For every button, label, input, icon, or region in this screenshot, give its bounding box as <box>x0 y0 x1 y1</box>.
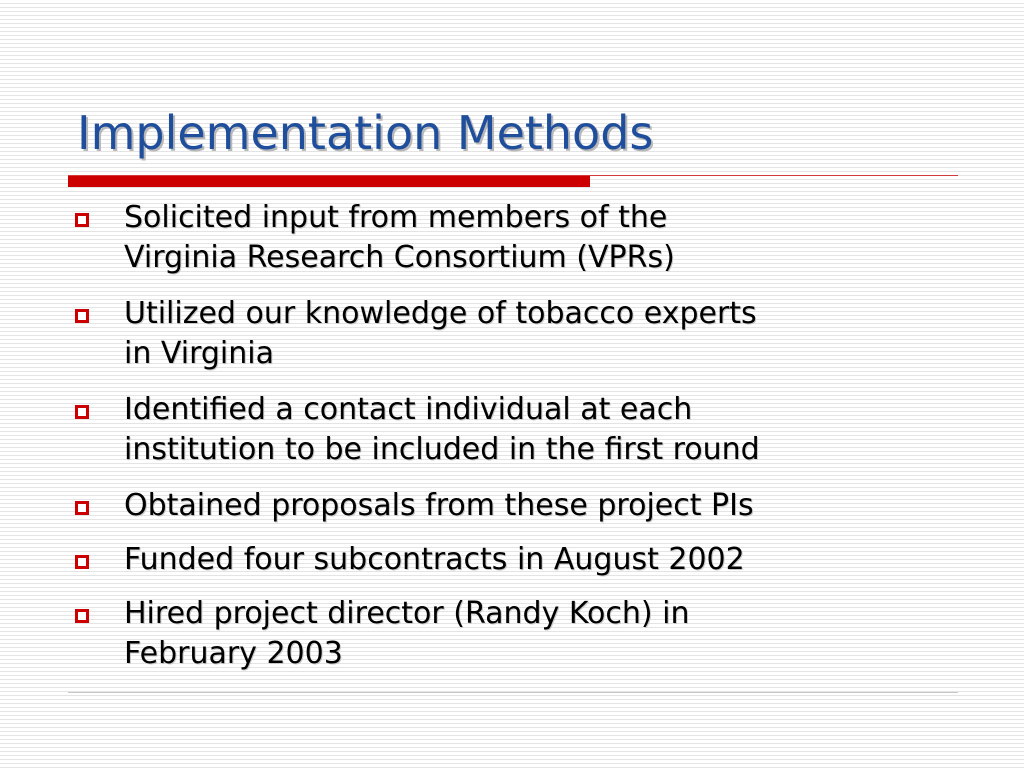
bullet-line: Virginia Research Consortium (VPRs) <box>124 240 675 275</box>
bullet-line: February 2003 <box>124 636 343 671</box>
title-underline-accent <box>68 176 590 187</box>
bullet-item <box>72 540 952 580</box>
bullet-line: institution to be included in the first round <box>124 432 760 467</box>
bullet-item <box>72 486 952 526</box>
bullet-item <box>72 594 952 674</box>
bullet-line: Solicited input from members of the <box>124 200 668 235</box>
hollow-square-bullet-icon <box>75 501 89 515</box>
slide-title: Implementation Methods <box>77 106 654 160</box>
bullet-line: Utilized our knowledge of tobacco experts <box>124 296 757 331</box>
bullet-list <box>72 198 952 690</box>
hollow-square-bullet-icon <box>75 309 89 323</box>
bullet-item <box>72 198 952 278</box>
bullet-line: Hired project director (Randy Koch) in <box>124 596 690 631</box>
bullet-line: Identified a contact individual at each <box>124 392 693 427</box>
hollow-square-bullet-icon <box>75 555 89 569</box>
bullet-item <box>72 294 952 374</box>
bullet-line: Obtained proposals from these project PIs <box>124 488 754 523</box>
bullet-line: in Virginia <box>124 336 274 371</box>
footer-rule <box>68 692 958 693</box>
bullet-item <box>72 390 952 470</box>
hollow-square-bullet-icon <box>75 405 89 419</box>
hollow-square-bullet-icon <box>75 213 89 227</box>
hollow-square-bullet-icon <box>75 609 89 623</box>
bullet-line: Funded four subcontracts in August 2002 <box>124 542 745 577</box>
